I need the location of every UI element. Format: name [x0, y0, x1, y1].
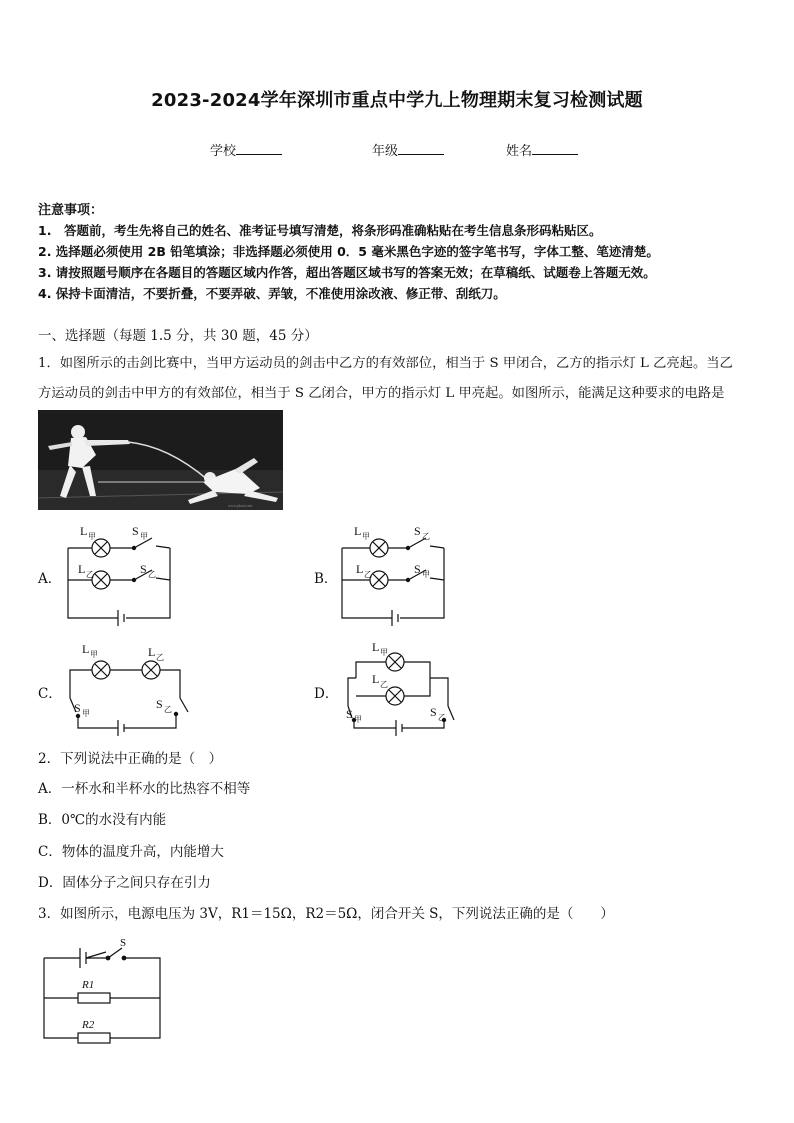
- q3-stem: 3．如图所示，电源电压为 3V，R1＝15Ω，R2＝5Ω，闭合开关 S，下列说法正确的是（ ）: [38, 906, 614, 922]
- section-heading: 一、选择题（每题 1.5 分，共 30 题，45 分）: [38, 328, 318, 344]
- name-blank: [532, 143, 578, 155]
- svg-text:乙: 乙: [86, 570, 94, 579]
- svg-text:甲: 甲: [90, 650, 98, 659]
- circuit-c: [60, 636, 190, 746]
- grade-field: [372, 140, 444, 159]
- svg-text:S: S: [414, 562, 421, 576]
- svg-text:甲: 甲: [82, 709, 90, 718]
- grade-label: 年级: [372, 144, 399, 159]
- svg-text:L: L: [372, 640, 380, 654]
- note-item: 3. 请按照题号顺序在各题目的答题区域内作答，超出答题区域书写的答案无效；在草稿纸、试题卷上答题无效。: [38, 265, 656, 280]
- svg-text:S: S: [414, 524, 421, 538]
- svg-text:甲: 甲: [422, 570, 430, 579]
- q1-stem-line1: 1．如图所示的击剑比赛中，当甲方运动员的剑击中乙方的有效部位，相当于 S 甲闭合，乙方的指示灯 L 乙亮起。当乙: [38, 356, 733, 371]
- circuit-d: [338, 636, 458, 746]
- svg-text:S: S: [430, 705, 437, 719]
- svg-text:乙: 乙: [148, 570, 156, 579]
- q2-option-b: B．0℃的水没有内能: [38, 812, 167, 828]
- name-field: [506, 140, 578, 159]
- svg-text:乙: 乙: [438, 713, 446, 722]
- grade-blank: [398, 143, 444, 155]
- q3-r2-label: R2: [82, 1019, 95, 1031]
- circuit-b: [334, 518, 454, 628]
- school-field: [210, 140, 282, 159]
- q3-switch-label: S: [120, 937, 127, 949]
- svg-text:L: L: [78, 562, 86, 576]
- svg-text:L: L: [356, 562, 364, 576]
- page-title: 2023-2024学年深圳市重点中学九上物理期末复习检测试题: [151, 90, 643, 111]
- svg-text:甲: 甲: [140, 532, 148, 541]
- svg-text:S: S: [132, 524, 139, 538]
- name-label: 姓名: [506, 144, 533, 159]
- q2-option-c: C．物体的温度升高，内能增大: [38, 844, 224, 860]
- q1-option-c: C．: [38, 686, 62, 702]
- svg-text:甲: 甲: [88, 532, 96, 541]
- svg-text:L: L: [372, 672, 380, 686]
- q2-option-a: A．一杯水和半杯水的比热容不相等: [38, 781, 251, 797]
- svg-text:L: L: [354, 524, 362, 538]
- svg-text:S: S: [74, 701, 81, 715]
- svg-text:S: S: [140, 562, 147, 576]
- svg-text:乙: 乙: [164, 705, 172, 714]
- note-item: 4. 保持卡面清洁，不要折叠，不要弄破、弄皱，不准使用涂改液、修正带、刮纸刀。: [38, 286, 506, 301]
- svg-text:L: L: [80, 524, 88, 538]
- school-label: 学校: [210, 144, 237, 159]
- circuit-q3: [40, 934, 165, 1044]
- q1-stem-line2: 方运动员的剑击中甲方的有效部位，相当于 S 乙闭合，甲方的指示灯 L 甲亮起。如图所示，能满足这种要求的电路是: [38, 386, 725, 401]
- q2-stem: 2．下列说法中正确的是（ ）: [38, 751, 223, 767]
- svg-text:甲: 甲: [380, 648, 388, 657]
- svg-text:乙: 乙: [364, 570, 372, 579]
- svg-text:乙: 乙: [156, 653, 164, 662]
- q2-option-d: D．固体分子之间只存在引力: [38, 875, 211, 891]
- q1-option-d: D．: [314, 686, 339, 702]
- svg-text:L: L: [82, 642, 90, 656]
- notes-heading: 注意事项：: [38, 203, 104, 218]
- svg-text:www.photo.net: www.photo.net: [228, 503, 253, 508]
- svg-text:甲: 甲: [354, 715, 362, 724]
- school-blank: [236, 143, 282, 155]
- note-item: 1. 答题前，考生先将自己的姓名、准考证号填写清楚，将条形码准确粘贴在考生信息条形码粘贴区。: [38, 223, 602, 238]
- svg-text:甲: 甲: [362, 532, 370, 541]
- q1-option-a: A．: [38, 571, 62, 587]
- fencing-photo: [38, 410, 283, 510]
- circuit-a: [60, 518, 180, 628]
- svg-text:S: S: [156, 697, 163, 711]
- svg-text:乙: 乙: [380, 680, 388, 689]
- svg-text:乙: 乙: [422, 532, 430, 541]
- note-item: 2. 选择题必须使用 2B 铅笔填涂；非选择题必须使用 0．5 毫米黑色字迹的签字笔书写，字体工整、笔迹清楚。: [38, 244, 659, 259]
- svg-text:S: S: [346, 707, 353, 721]
- q1-option-b: B．: [314, 571, 338, 587]
- svg-text:L: L: [148, 645, 156, 659]
- q3-r1-label: R1: [82, 979, 95, 991]
